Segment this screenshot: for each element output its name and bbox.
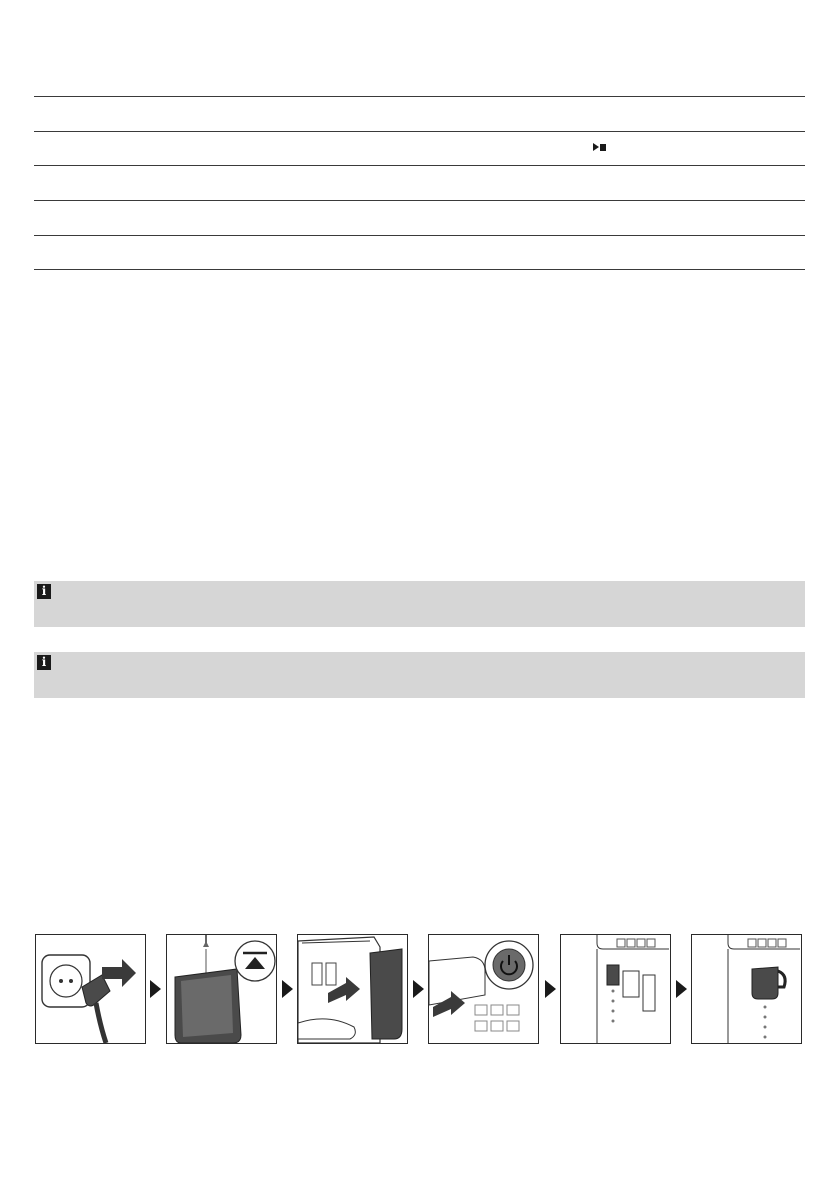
table-rule-1 [34,131,805,132]
table-rule-4 [34,235,805,236]
step-arrow-1 [150,980,161,998]
dispense-water-illustration [561,935,670,1043]
table-rule-2 [34,165,805,166]
step-arrow-5 [676,980,687,998]
play-icon [593,143,599,151]
stop-icon [600,144,606,151]
note-box-2 [34,652,805,698]
table-rule-bottom [34,269,805,270]
place-cup-under-spout-illustration [692,935,801,1043]
info-icon: i [37,584,51,599]
table-rule-top [34,96,805,97]
step-arrow-2 [282,980,293,998]
info-icon: i [37,655,51,670]
fill-water-tank-illustration [167,935,276,1043]
plug-into-socket-illustration [36,935,145,1043]
play-stop-icon [593,143,606,151]
step-arrow-3 [413,980,424,998]
step-1-plug-in [35,934,146,1044]
step-4-power-on [428,934,539,1044]
note-box-1 [34,581,805,627]
step-6-place-cup [691,934,802,1044]
step-2-fill-tank [166,934,277,1044]
step-arrow-4 [545,980,556,998]
insert-water-tank-illustration [298,935,407,1043]
step-5-dispense [560,934,671,1044]
press-power-button-illustration [429,935,538,1043]
table-rule-3 [34,200,805,201]
step-3-insert-tank [297,934,408,1044]
